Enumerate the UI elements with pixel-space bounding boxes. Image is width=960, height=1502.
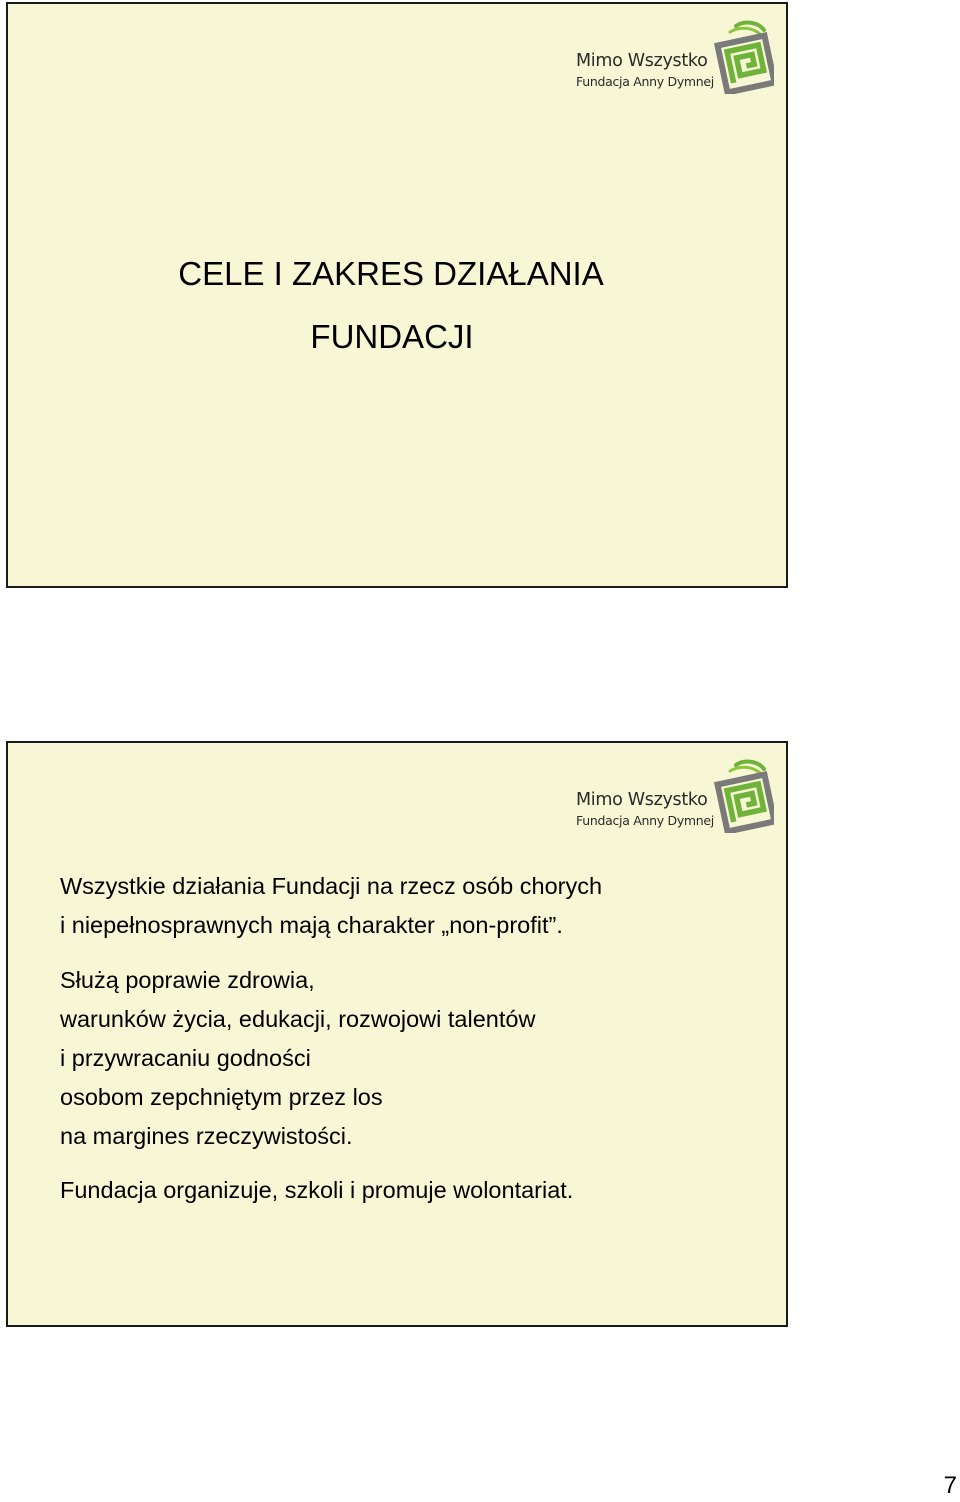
logo-name: Mimo Wszystko xyxy=(576,51,708,71)
paragraph-non-profit xyxy=(60,867,602,945)
slide-title-line-1: CELE I ZAKRES DZIAŁANIA xyxy=(178,255,604,292)
slide-title-line-2: FUNDACJI xyxy=(310,318,474,355)
logo-subtitle: Fundacja Anny Dymnej xyxy=(576,813,714,828)
paragraph-goals xyxy=(60,961,535,1156)
slide-1 xyxy=(6,2,788,588)
text-line: warunków życia, edukacji, rozwojowi talentów xyxy=(60,1006,536,1032)
text-line: Wszystkie działania Fundacji na rzecz osób chorych xyxy=(60,873,603,899)
foundation-logo xyxy=(574,757,774,837)
text-line: i niepełnosprawnych mają charakter „non-profit”. xyxy=(60,912,563,938)
text-line: osobom zepchniętym przez los xyxy=(60,1084,383,1110)
slide-2 xyxy=(6,741,788,1327)
paragraph-volunteering xyxy=(60,1171,573,1210)
foundation-logo xyxy=(574,18,774,98)
text-line: na margines rzeczywistości. xyxy=(60,1123,353,1149)
green-spiral-square-logo-icon xyxy=(714,757,774,833)
text-line: Fundacja organizuje, szkoli i promuje wolontariat. xyxy=(60,1177,574,1203)
page-number: 7 xyxy=(943,1472,957,1499)
text-line: Służą poprawie zdrowia, xyxy=(60,967,315,993)
text-line: i przywracaniu godności xyxy=(60,1045,311,1071)
logo-subtitle: Fundacja Anny Dymnej xyxy=(576,74,714,89)
logo-name: Mimo Wszystko xyxy=(576,790,708,810)
green-spiral-square-logo-icon xyxy=(714,18,774,94)
